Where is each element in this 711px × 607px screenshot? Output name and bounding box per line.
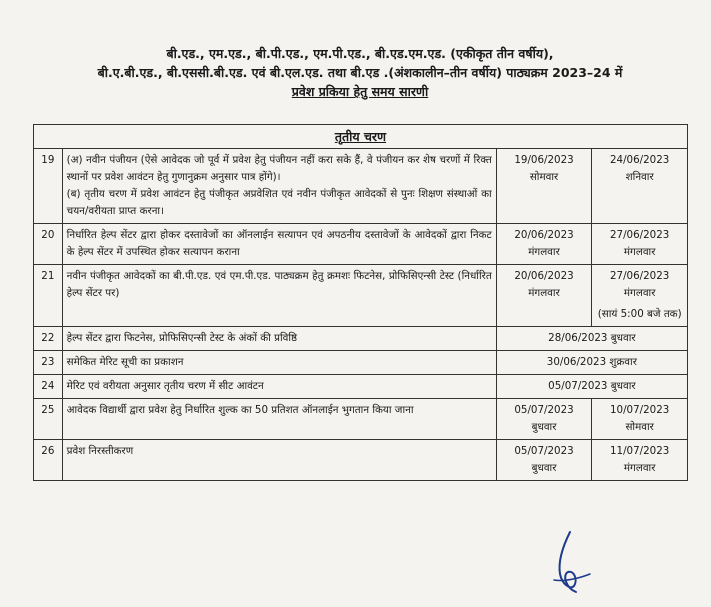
start-date-cell bbox=[496, 149, 592, 224]
start-day: बुधवार bbox=[531, 462, 557, 474]
row-description bbox=[62, 149, 496, 224]
row-description-a: (अ) नवीन पंजीयन (ऐसे आवेदक जो पूर्व में प्रवेश हेतु पंजीयन नहीं करा सके हैं, वे पंजीयन कर शेष चरणों में रिक्त स्थानों पर प्रवेश आवंटन हेतु गुणानुक्रम अनुसार पात्र होंगे)। bbox=[66, 154, 492, 183]
table-row bbox=[34, 440, 688, 481]
start-date: 20/06/2023 bbox=[514, 270, 574, 282]
end-time-note: (सायं 5:00 बजे तक) bbox=[597, 308, 682, 320]
phase-title: तृतीय चरण bbox=[34, 125, 688, 149]
row-number: 26 bbox=[34, 440, 63, 481]
start-day: मंगलवार bbox=[528, 287, 560, 299]
row-number: 23 bbox=[34, 351, 63, 375]
start-day: सोमवार bbox=[529, 171, 559, 183]
end-date: 27/06/2023 bbox=[609, 270, 670, 282]
table-row bbox=[34, 327, 688, 351]
row-description: आवेदक विद्यार्थी द्वारा प्रवेश हेतु निर्धारित शुल्क का 50 प्रतिशत ऑनलाईन भुगतान किया जाना bbox=[62, 399, 496, 440]
phase-header-row bbox=[34, 125, 688, 149]
row-description: प्रवेश निरस्तीकरण bbox=[62, 440, 496, 481]
start-date: 19/06/2023 bbox=[514, 154, 574, 166]
start-date-cell bbox=[496, 440, 592, 481]
start-day: बुधवार bbox=[531, 421, 557, 433]
row-description: निर्धारित हेल्प सेंटर द्वारा होकर दस्तावेजों का ऑनलाईन सत्यापन एवं अपठनीय दस्तावेजों के आवेदकों द्वारा निकट के हेल्प सेंटर में उपस्थित होकर सत्यापन कराना bbox=[62, 224, 496, 265]
signature bbox=[540, 528, 600, 598]
table-row bbox=[34, 224, 688, 265]
end-day: शनिवार bbox=[625, 171, 654, 183]
end-date: 10/07/2023 bbox=[609, 404, 670, 416]
date-cell: 28/06/2023 बुधवार bbox=[496, 327, 687, 351]
table-row bbox=[34, 149, 688, 224]
end-date-cell bbox=[592, 440, 688, 481]
start-date-cell bbox=[496, 265, 592, 327]
end-day: मंगलवार bbox=[623, 246, 656, 258]
table-row bbox=[34, 399, 688, 440]
row-number: 19 bbox=[34, 149, 63, 224]
end-date: 11/07/2023 bbox=[609, 445, 670, 457]
row-description: हेल्प सेंटर द्वारा फिटनेस, प्रोफिसिएन्सी टेस्ट के अंकों की प्रविष्ठि bbox=[62, 327, 496, 351]
row-number: 20 bbox=[34, 224, 63, 265]
end-date-cell bbox=[592, 399, 688, 440]
end-day: मंगलवार bbox=[623, 287, 656, 299]
row-description: नवीन पंजीकृत आवेदकों का बी.पी.एड. एवं एम.पी.एड. पाठ्यक्रम हेतु क्रमशः फिटनेस, प्रोफिसिएन्सी टेस्ट (निर्धारित हेल्प सेंटर पर) bbox=[62, 265, 496, 327]
end-date-cell bbox=[592, 224, 688, 265]
row-description: मेरिट एवं वरीयता अनुसार तृतीय चरण में सीट आवंटन bbox=[62, 375, 496, 399]
heading-line-2: बी.ए.बी.एड., बी.एससी.बी.एड. एवं बी.एल.एड. तथा बी.एड .(अंशकालीन–तीन वर्षीय) पाठ्यक्रम 2023–24 में bbox=[97, 65, 623, 80]
row-description-b: (ब) तृतीय चरण में प्रवेश आवंटन हेतु पंजीकृत अप्रवेशित एवं नवीन पंजीकृत आवेदकों से पुनः शिक्षण संस्थाओं का चयन/वरीयता प्राप्त करना। bbox=[66, 188, 492, 217]
start-date: 20/06/2023 bbox=[514, 229, 574, 241]
start-day: मंगलवार bbox=[528, 246, 560, 258]
end-date: 27/06/2023 bbox=[609, 229, 670, 241]
end-date: 24/06/2023 bbox=[609, 154, 670, 166]
end-day: मंगलवार bbox=[623, 462, 656, 474]
row-number: 21 bbox=[34, 265, 63, 327]
date-cell: 05/07/2023 बुधवार bbox=[496, 375, 687, 399]
start-date-cell bbox=[496, 399, 592, 440]
heading-line-3: प्रवेश प्रकिया हेतु समय सारणी bbox=[291, 84, 429, 99]
row-number: 25 bbox=[34, 399, 63, 440]
start-date: 05/07/2023 bbox=[514, 404, 574, 416]
end-day: सोमवार bbox=[625, 421, 654, 433]
table-row bbox=[34, 351, 688, 375]
table-row bbox=[34, 375, 688, 399]
row-description: समेकित मेरिट सूची का प्रकाशन bbox=[62, 351, 496, 375]
heading-line-1: बी.एड., एम.एड., बी.पी.एड., एम.पी.एड., बी.एड.एम.एड. (एकीकृत तीन वर्षीय), bbox=[166, 46, 554, 61]
table-row bbox=[34, 265, 688, 327]
end-date-cell bbox=[592, 265, 688, 327]
row-number: 24 bbox=[34, 375, 63, 399]
start-date: 05/07/2023 bbox=[514, 445, 574, 457]
row-number: 22 bbox=[34, 327, 63, 351]
schedule-table bbox=[33, 124, 688, 481]
end-date-cell bbox=[592, 149, 688, 224]
document-heading bbox=[40, 44, 680, 101]
start-date-cell bbox=[496, 224, 592, 265]
date-cell: 30/06/2023 शुक्रवार bbox=[496, 351, 687, 375]
